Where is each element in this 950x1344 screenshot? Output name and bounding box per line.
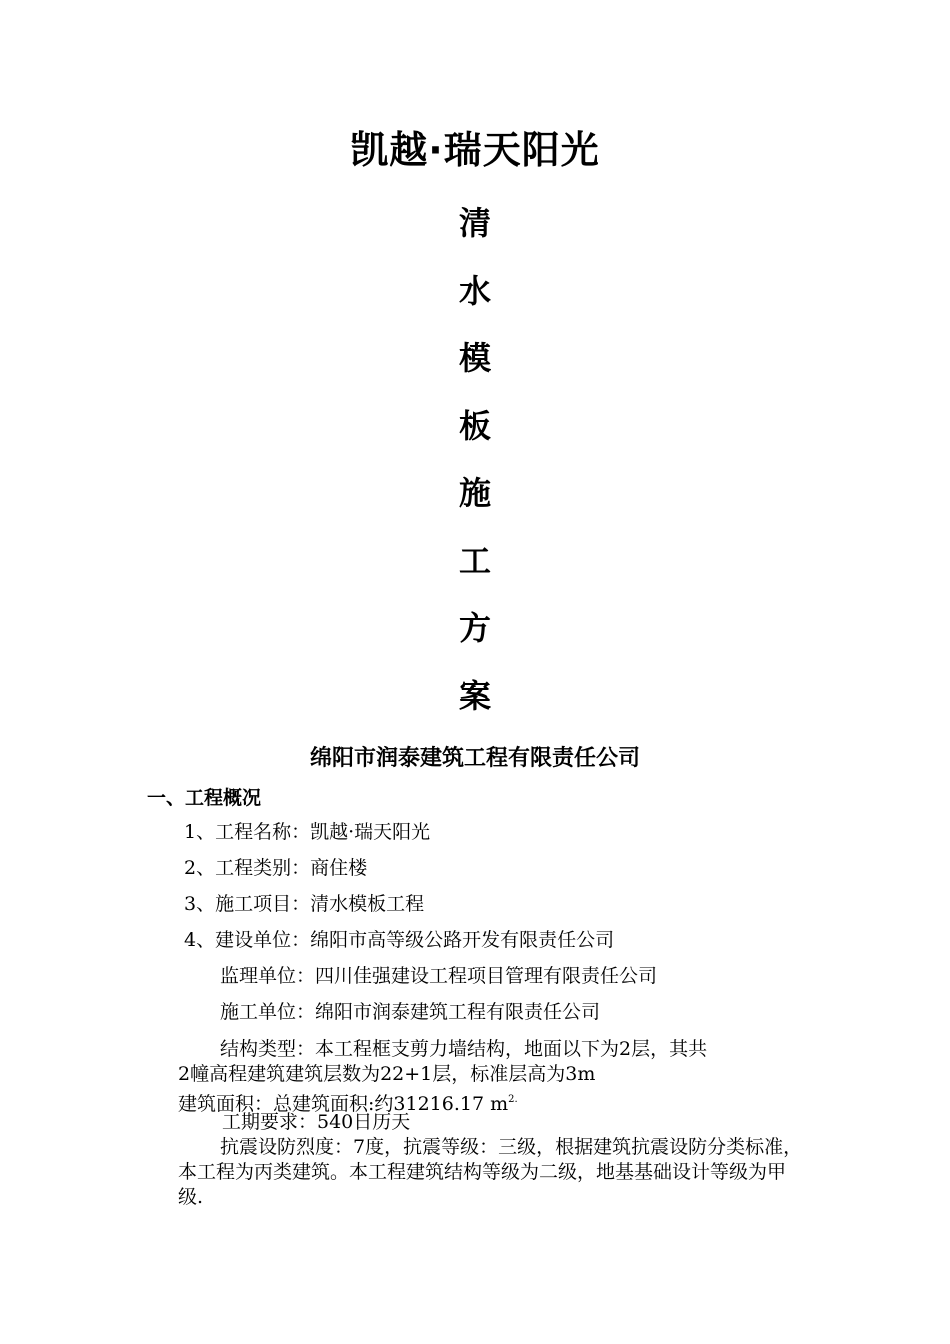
structure-line-1: 结构类型：本工程框支剪力墙结构，地面以下为2层，其共: [220, 1038, 708, 1060]
vertical-subtitle-char: 施: [458, 474, 491, 512]
construction-item: 3、施工项目：清水模板工程: [184, 893, 425, 915]
vertical-subtitle-char: 案: [458, 676, 491, 715]
developer-item: 4、建设单位：绵阳市高等级公路开发有限责任公司: [184, 929, 615, 951]
project-category-item: 2、工程类别：商住楼: [184, 857, 368, 879]
structure-line-2: 2幢高程建筑建筑层数为22+1层，标准层高为3m: [178, 1063, 596, 1085]
area-superscript: 2.: [508, 1094, 518, 1105]
vertical-subtitle-char: 模: [458, 339, 491, 377]
supervisor-item: 监理单位：四川佳强建设工程项目管理有限责任公司: [220, 965, 658, 987]
duration-text: 工期要求：540日历天: [222, 1111, 411, 1133]
vertical-subtitle-char: 水: [458, 271, 491, 310]
project-name-item: 1、工程名称：凯越·瑞天阳光: [184, 821, 431, 843]
vertical-subtitle: [445, 190, 505, 730]
contractor-item: 施工单位：绵阳市润泰建筑工程有限责任公司: [220, 1001, 601, 1023]
building-area: 建筑面积：总建筑面积:约31216.17 m: [178, 1093, 509, 1115]
vertical-subtitle-char: 清: [458, 204, 491, 242]
company-name: 绵阳市润泰建筑工程有限责任公司: [309, 746, 640, 771]
document-title: 凯越·瑞天阳光: [350, 128, 600, 172]
section-heading: 一、工程概况: [147, 787, 262, 809]
duration-paragraph: [178, 1110, 808, 1135]
seismic-paragraph: [178, 1135, 808, 1210]
vertical-subtitle-char: 板: [458, 406, 491, 445]
structure-paragraph: [178, 1037, 808, 1117]
seismic-text: 抗震设防烈度：7度，抗震等级：三级，根据建筑抗震设防分类标准，本工程为丙类建筑。本工程建筑结构等级为二级，地基基础设计等级为甲级.: [178, 1136, 803, 1208]
vertical-subtitle-char: 方: [458, 609, 491, 647]
vertical-subtitle-char: 工: [458, 541, 491, 580]
